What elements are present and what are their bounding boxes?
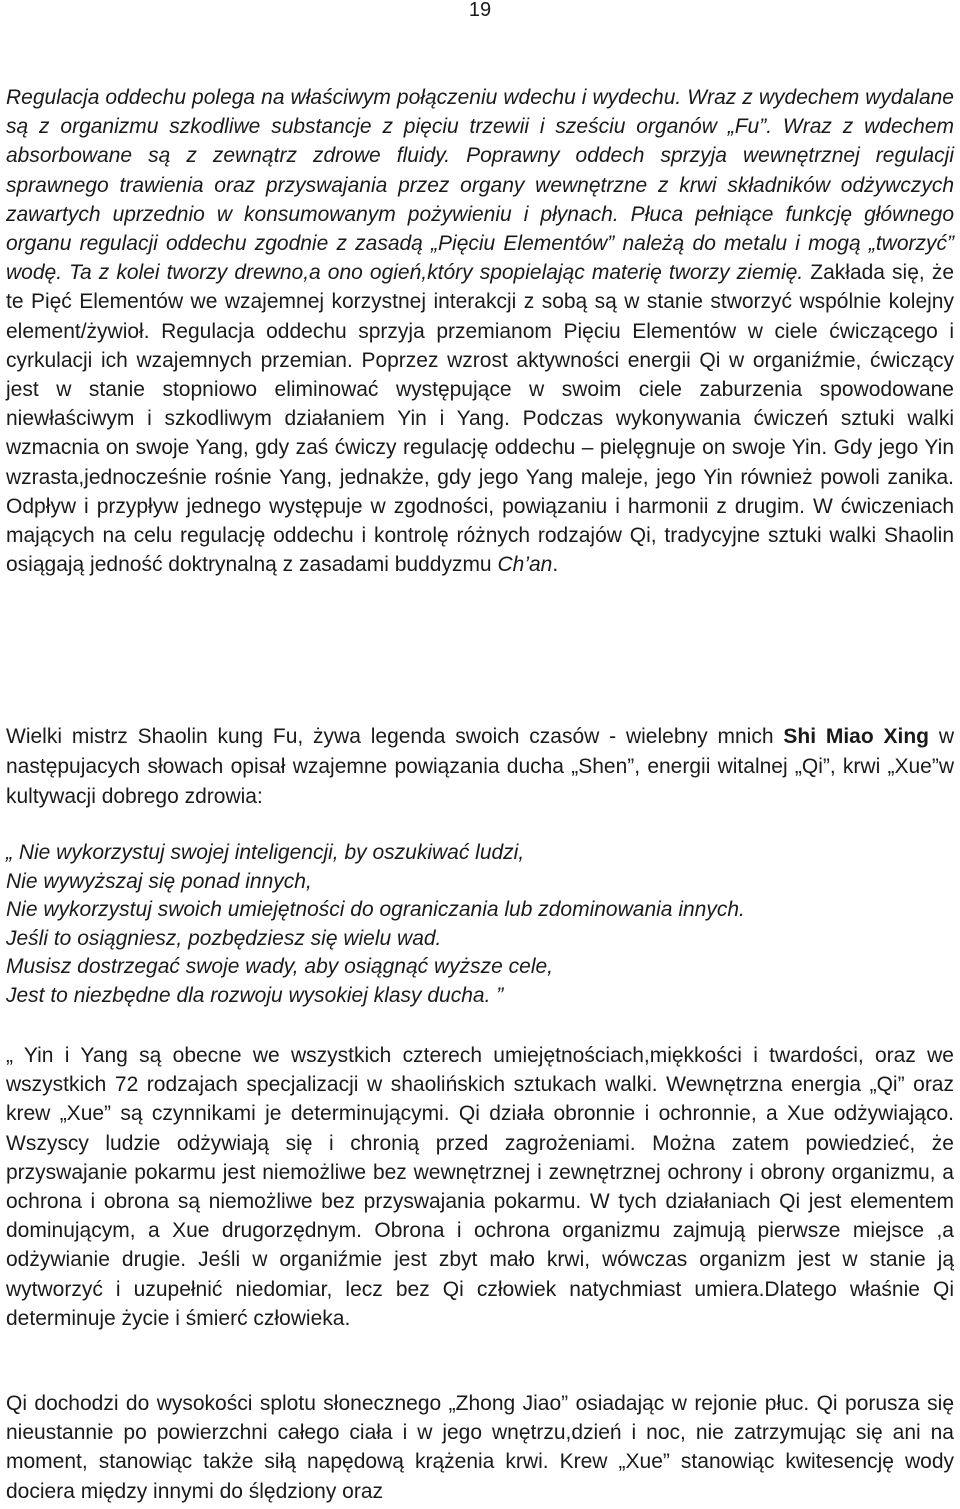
quote-line: Nie wywyższaj się ponad innych, — [6, 869, 312, 893]
quote-line: „ Nie wykorzystuj swojej inteligencji, by oszukiwać ludzi, — [6, 841, 525, 864]
paragraph-yin-yang: „ Yin i Yang są obecne we wszystkich czterech umiejętnościach,miękkości i twardości, oraz we wszystkich 72 rodzajach specjalizacji w shaolińskich sztukach walki. Wewnętrzna energia „Qi” oraz krew „Xue” są czynnikami je determinującymi. Qi działa obronnie i ochronnie, a Xue odżywiająco. Wszyscy ludzie odżywiają się i chronią przed zagrożeniami. Można zatem powiedzieć, że przyswajanie pokarmu jest niemożliwe bez wewnętrznej i zewnętrznej ochrony i obrony organizmu, a ochrona i obrona są niemożliwe bez przyswajania pokarmu. W tych działaniach Qi jest elementem dominującym, a Xue drugorzędnym. Obrona i ochrona organizmu zajmują pierwsze miejsce ,a odżywianie drugie. Jeśli w organiźmie jest zbyt mało krwi, wówczas organizm jest w stanie ją wytworzyć i uzupełnić niedomiar, lecz bez Qi człowiek natychmiast umiera.Dlatego właśnie Qi determinuje życie i śmierć człowieka. — [6, 1044, 954, 1330]
quote-line: Jeśli to osiągniesz, pozbędziesz się wielu wad. — [6, 926, 442, 950]
paragraph-end-period: . — [552, 553, 559, 577]
paragraph-master-intro — [6, 722, 954, 812]
paragraph-normal-part: Zakłada się, że te Pięć Elementów we wzajemnej korzystnej interakcji z sobą są w stanie stworzyć wspólnie kolejny element/żywioł. Regulacja oddechu sprzyja przemianom Pięciu Elementów w ciele ćwiczącego i cyrkulacji ich wzajemnych przemian. Poprzez wzrost aktywności energii Qi w organiźmie, ćwiczący jest w stanie stopniowo eliminować występujące w swoim ciele zaburzenia spowodowane niewłaściwym i szkodliwym działaniem Yin i Yang. Podczas wykonywania ćwiczeń sztuki walki wzmacnia on swoje Yang, gdy zaś ćwiczy regulację oddechu – pielęgnuje on swoje Yin. Gdy jego Yin wzrasta,jednocześnie rośnie Yang, jednakże, gdy jego Yang maleje, jego Yin również powoli zanika. Odpływ i przypływ jednego występuje w zgodności, powiązaniu i harmonii z drugim. W ćwiczeniach mających na celu regulację oddechu i kontrolę różnych rodzajów Qi, tradycyjne sztuki walki Shaolin osiągają jedność doktrynalną z zasadami buddyzmu — [6, 261, 954, 577]
paragraph-end-italic: Ch’an — [497, 553, 553, 577]
quote-block — [6, 839, 954, 1010]
paragraph-italic-part: Regulacja oddechu polega na właściwym połączeniu wdechu i wydechu. Wraz z wydechem wydalane są z organizmu szkodliwe substancje z pięciu trzewii i sześciu organów „Fu”. Wraz z wdechem absorbowane są z zewnątrz zdrowe fluidy. Poprawny oddech sprzyja wewnętrznej regulacji sprawnego trawienia oraz przyswajania przez organy wewnętrzne z krwi składników odżywczych zawartych uprzednio w konsumowanym pożywieniu i płynach. Płuca pełniące funkcję głównego organu regulacji oddechu zgodnie z zasadą „Pięciu Elementów” należą do metalu i mogą „tworzyć” wodę. Ta z kolei tworzy drewno,a ono ogień,który spopielając materię tworzy ziemię. — [6, 86, 954, 285]
paragraph-qi-movement: Qi dochodzi do wysokości splotu słonecznego „Zhong Jiao” osiadając w rejonie płuc. Qi porusza się nieustannie po powierzchni całego ciała i w jego wnętrzu,dzień i noc, nie zatrzymując się ani na moment, stanowiąc także siłą napędową krążenia krwi. Krew „Xue” stanowiąc kwitesencję wody dociera między innymi do ślędziony oraz — [6, 1392, 954, 1503]
intro-before: Wielki mistrz Shaolin kung Fu, żywa legenda swoich czasów - wielebny mnich — [6, 725, 784, 748]
page-number: 19 — [468, 0, 492, 21]
paragraph-breath-regulation — [6, 83, 954, 579]
master-name: Shi Miao Xing — [783, 725, 930, 748]
quote-line: Jest to niezbędne dla rozwoju wysokiej klasy ducha. ” — [6, 983, 504, 1007]
intro-after: w następujacych słowach opisał wzajemne powiązania ducha „Shen”, energii witalnej „Qi”, krwi „Xue”w kultywacji dobrego zdrowia: — [6, 725, 955, 808]
quote-line: Musisz dostrzegać swoje wady, aby osiągnąć wyższe cele, — [6, 955, 554, 978]
quote-line: Nie wykorzystuj swoich umiejętności do ograniczania lub zdominowania innych. — [6, 898, 745, 921]
